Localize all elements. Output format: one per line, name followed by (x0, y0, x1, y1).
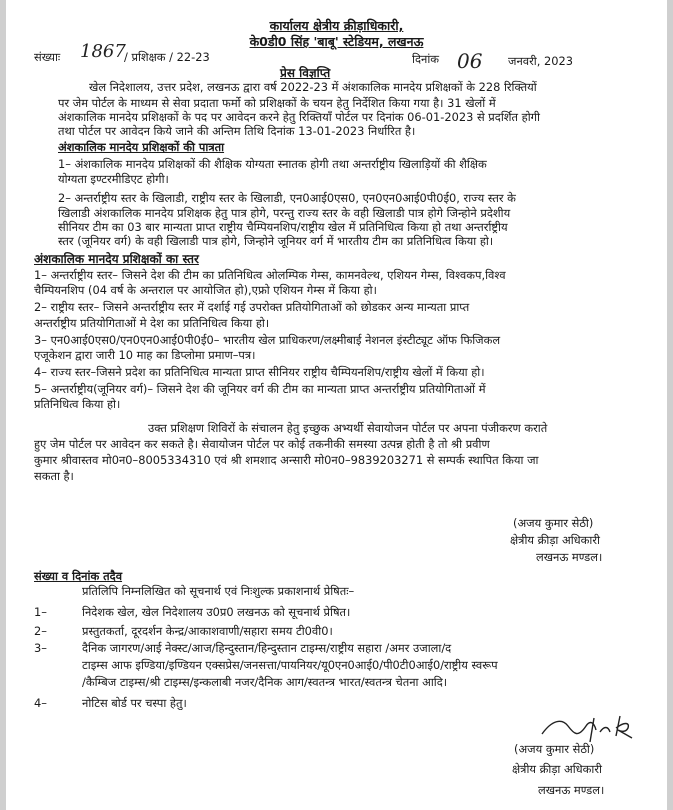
levels-line: 3– एन0आई0एस0/एन0एन0आई0पी0ई0– भारतीय खेल प्राधिकरण/लक्ष्मीबाई नेशनल इंस्टीट्यूट ऑफ फिजिकल (34, 333, 501, 347)
distribution-item-number: 1– (34, 605, 47, 619)
intro-line: अंशकालिक मानदेय प्रशिक्षकों के पद पर आवेदन करने हेतु रिक्तियाँ पोर्टल पर दिनांक 06-01-2023 से प्रदर्शित होगी (58, 110, 541, 124)
scan-border-left (0, 0, 6, 810)
closing-line: सकता है। (34, 469, 74, 483)
distribution-item: दैनिक जागरण/आई नेक्स्ट/आज/हिन्दुस्तान/हिन्दुस्तान टाइम्स/राष्ट्रीय सहारा /अमर उजाला/द (82, 641, 452, 655)
distribution-item: टाइम्स आफ इण्डिया/इण्डियन एक्सप्रेस/जनसत्ता/पायनियर/यू0एन0आई0/पी0टी0आई0/राष्ट्रीय स्वरूप (82, 658, 498, 672)
date-day-handwritten: 06 (457, 49, 483, 73)
intro-line: तथा पोर्टल पर आवेदन किये जाने की अन्तिम तिथि दिनांक 13-01-2023 निर्धारित है। (58, 124, 416, 138)
ref-number-handwritten: 1867 (80, 41, 126, 62)
levels-line: चैम्पियनशिप (04 वर्ष के अन्तराल पर आयोजित हो),एफ्रो एशियन गेम्स में किया हो। (34, 283, 377, 297)
levels-line: प्रतिनिधित्व किया हो। (34, 397, 121, 411)
levels-heading: अंशकालिक मानदेय प्रशिक्षकों का स्तर (34, 252, 199, 266)
press-release-title: प्रेस विज्ञप्ति (280, 66, 331, 80)
distribution-item: प्रस्तुतकर्ता, दूरदर्शन केन्द्र/आकाशवाणी/सहारा समय टी0वी0। (82, 624, 333, 638)
office-title: कार्यालय क्षेत्रीय क्रीड़ाधिकारी, (269, 18, 404, 33)
closing-line: हुए जेम पोर्टल पर आवेदन कर सकते है। सेवायोजन पोर्टल पर कोई तकनीकी समस्या उत्पन्न होती है तो श्री प्रवीण (34, 437, 490, 451)
eligibility-line: योग्यता इण्टरमीडिएट होगी। (58, 172, 169, 186)
ref-code: / प्रशिक्षक / 22-23 (124, 50, 210, 64)
distribution-heading: संख्या व दिनांक तदैव (34, 569, 123, 583)
date-month-year: जनवरी, 2023 (508, 54, 573, 68)
levels-line: 4– राज्य स्तर–जिसने प्रदेश का प्रतिनिधित्व मान्यता प्राप्त सीनियर राष्ट्रीय चैम्पियनशिप/राष्ट्रीय खेलों में किया हो। (34, 365, 485, 379)
levels-line: 2– राष्ट्रीय स्तर– जिसने अन्तर्राष्ट्रीय स्तर में दर्शाई गई उपरोक्त प्रतियोगिताओं को छोडकर अन्य मान्यता प्राप्त (34, 300, 470, 314)
signatory-designation: क्षेत्रीय क्रीड़ा अधिकारी (512, 762, 602, 776)
eligibility-line: 2– अन्तर्राष्ट्रीय स्तर के खिलाडी, राष्ट्रीय स्तर के खिलाडी, एन0आई0एस0, एन0एन0आई0पी0ई0, राज्य स्तर के (58, 191, 516, 205)
scan-border-right (667, 0, 673, 810)
distribution-item-number: 4– (34, 696, 47, 710)
levels-line: अन्तर्राष्ट्रीय प्रतियोगिताओं मे देश का प्रतिनिधित्व किया हो। (34, 316, 270, 330)
signatory-designation: क्षेत्रीय क्रीड़ा अधिकारी (510, 533, 600, 547)
distribution-item-number: 2– (34, 624, 47, 638)
eligibility-line: खिलाडी अंशकालिक मानदेय प्रशिक्षक हेतु पात्र होगे, परन्तु राज्य स्तर के वही खिलाडी पात्र होगे जिन्होने प्रदेशीय (58, 206, 511, 220)
eligibility-line: स्तर (जूनियर वर्ग) के वही खिलाडी पात्र होगे, जिन्होने जूनियर वर्ग में भारतीय टीम का प्रतिनिधित्व किया हो। (58, 234, 494, 248)
stadium-address: के0डी0 सिंह 'बाबू' स्टेडियम, लखनऊ (249, 34, 424, 49)
distribution-intro: प्रतिलिपि निम्नलिखित को सूचनार्थ एवं निःशुल्क प्रकाशनार्थ प्रेषितः– (82, 584, 355, 598)
distribution-item: नोटिस बोर्ड पर चस्पा हेतु। (82, 696, 187, 710)
distribution-item: निदेशक खेल, खेल निदेशालय उ0प्र0 लखनऊ को सूचनार्थ प्रेषित। (82, 605, 351, 619)
distribution-item-number: 3– (34, 641, 47, 655)
signatory-name: (अजय कुमार सेठी) (514, 742, 595, 756)
signatory-place: लखनऊ मण्डल। (536, 550, 603, 564)
levels-line: 1– अन्तर्राष्ट्रीय स्तर– जिसने देश की टीम का प्रतिनिधित्व ओलम्पिक गेम्स, कामनवेल्थ, एशियन गेम्स, विश्वकप,विश्व (34, 268, 506, 282)
intro-line: खेल निदेशालय, उत्तर प्रदेश, लखनऊ द्वारा वर्ष 2022-23 में अंशकालिक मानदेय प्रशिक्षकों के 228 रिक्तियों (89, 80, 537, 94)
ref-number-label: संख्याः (34, 50, 61, 64)
intro-line: पर जेम पोर्टल के माध्यम से सेवा प्रदाता फर्मो को प्रशिक्षकों के चयन हेतु निर्देशित किया गया है। 31 खेलों में (58, 96, 496, 110)
eligibility-heading: अंशकालिक मानदेय प्रशिक्षकों की पात्रता (58, 140, 225, 154)
distribution-item: /कैम्बिज टाइम्स/श्री टाइम्स/इन्कलाबी नजर/दैनिक आग/स्वतन्त्र भारत/स्वतन्त्र चेतना आदि। (82, 675, 448, 689)
date-label: दिनांक (412, 52, 440, 66)
closing-line: कुमार श्रीवास्तव मो0न0–8005334310 एवं श्री शमशाद अन्सारी मो0न0–9839203271 से सम्पर्क स्थापित किया जा (34, 453, 539, 467)
eligibility-line: सीनियर टीम का 03 बार मान्यता प्राप्त राष्ट्रीय चैम्पियनशिप/राष्ट्रीय खेल में प्रतिनिधित्व किया हो तथा अन्तर्राष्ट्रीय (58, 220, 508, 234)
signatory-name: (अजय कुमार सेठी) (513, 516, 594, 530)
signatory-place: लखनऊ मण्डल। (538, 783, 605, 797)
levels-line: एजूकेशन द्वारा जारी 10 माह का डिप्लोमा प्रमाण–पत्र। (34, 348, 256, 362)
closing-line: उक्त प्रशिक्षण शिविरों के संचालन हेतु इच्छुक अभ्यर्थी सेवायोजन पोर्टल पर अपना पंजीकरण कराते (148, 421, 548, 435)
levels-line: 5– अन्तर्राष्ट्रीय(जूनियर वर्ग)– जिसने देश की जूनियर वर्ग की टीम का मान्यता प्राप्त अन्तर्राष्ट्रीय प्रतियोगिताओं में (34, 382, 486, 396)
eligibility-line: 1– अंशकालिक मानदेय प्रशिक्षकों की शैक्षिक योग्यता स्नातक होगी तथा अन्तर्राष्ट्रीय खिलाड़ियों की शैक्षिक (58, 157, 487, 171)
